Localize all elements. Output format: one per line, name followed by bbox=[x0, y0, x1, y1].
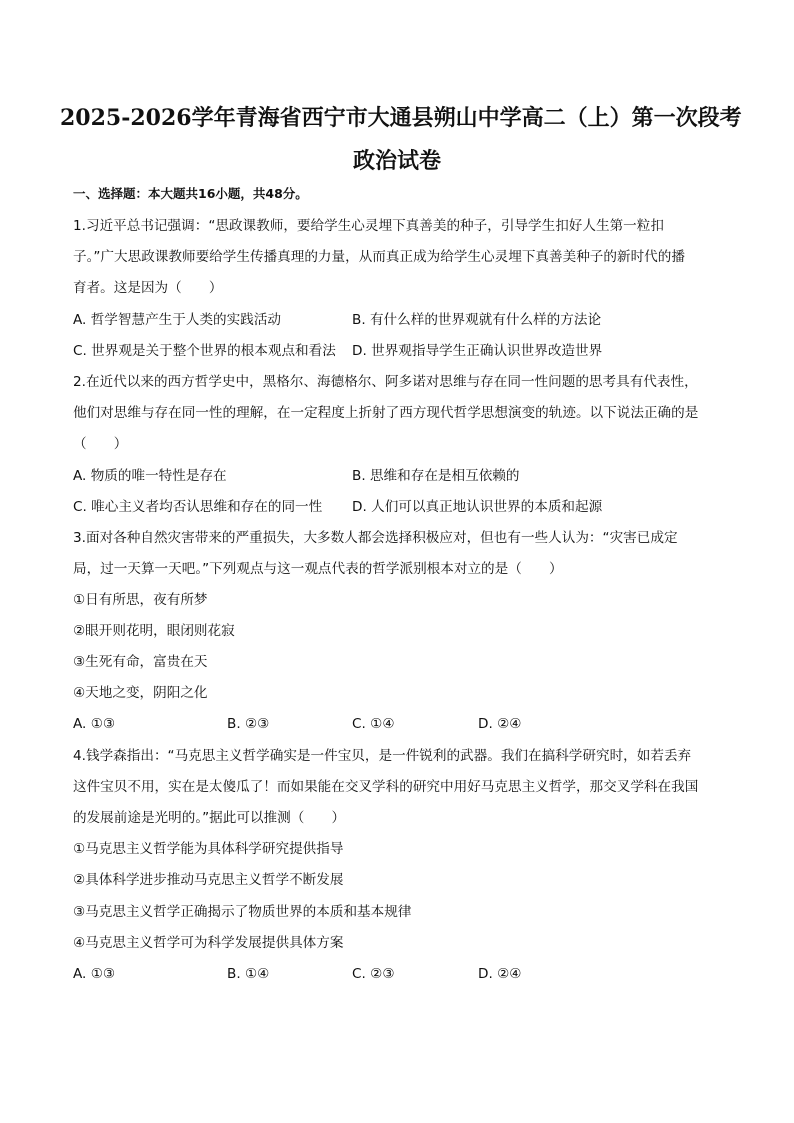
statement-item: ②眼开则花明，眼闭则花寂 bbox=[73, 623, 235, 639]
statement-item: ①日有所思，夜有所梦 bbox=[73, 592, 208, 608]
question-stem-line: （ ） bbox=[73, 436, 128, 452]
question-stem-line: 育者。这是因为（ ） bbox=[73, 280, 223, 296]
section-heading: 一、选择题：本大题共16小题，共48分。 bbox=[73, 186, 308, 201]
question-stem-line: 这件宝贝不用，实在是太傻瓜了！而如果能在交叉学科的研究中用好马克思主义哲学，那交叉学科在我国 bbox=[73, 779, 699, 795]
exam-title: 2025-2026学年青海省西宁市大通县朔山中学高二（上）第一次段考 bbox=[60, 105, 742, 131]
exam-subtitle: 政治试卷 bbox=[352, 148, 441, 174]
statement-item: ③马克思主义哲学正确揭示了物质世界的本质和基本规律 bbox=[73, 904, 412, 920]
option-c: C. 世界观是关于整个世界的根本观点和看法 bbox=[73, 343, 336, 359]
statement-item: ②具体科学进步推动马克思主义哲学不断发展 bbox=[73, 872, 344, 888]
option-c: C. ①④ bbox=[352, 716, 395, 732]
statement-item: ①马克思主义哲学能为具体科学研究提供指导 bbox=[73, 841, 344, 857]
option-d: D. ②④ bbox=[478, 966, 522, 982]
statement-item: ③生死有命，富贵在天 bbox=[73, 654, 208, 670]
option-a: A. 物质的唯一特性是存在 bbox=[73, 468, 227, 484]
statement-item: ④天地之变，阴阳之化 bbox=[73, 685, 208, 701]
option-d: D. ②④ bbox=[478, 716, 522, 732]
question-stem-line: 4.钱学森指出：“马克思主义哲学确实是一件宝贝，是一件锐利的武器。我们在搞科学研究时，如若丢弃 bbox=[73, 748, 692, 764]
statement-item: ④马克思主义哲学可为科学发展提供具体方案 bbox=[73, 935, 344, 951]
question-stem-line: 的发展前途是光明的。”据此可以推测（ ） bbox=[73, 810, 346, 826]
question-stem-line: 他们对思维与存在同一性的理解，在一定程度上折射了西方现代哲学思想演变的轨迹。以下说法正确的是 bbox=[73, 405, 699, 421]
option-b: B. ②③ bbox=[227, 716, 270, 732]
option-c: C. 唯心主义者均否认思维和存在的同一性 bbox=[73, 499, 323, 515]
question-stem-line: 2.在近代以来的西方哲学史中，黑格尔、海德格尔、阿多诺对思维与存在同一性问题的思考具有代表性， bbox=[73, 374, 698, 390]
option-b: B. 思维和存在是相互依赖的 bbox=[352, 468, 520, 484]
option-a: A. ①③ bbox=[73, 716, 116, 732]
option-b: B. ①④ bbox=[227, 966, 270, 982]
option-d: D. 世界观指导学生正确认识世界改造世界 bbox=[352, 343, 603, 359]
question-stem-line: 3.面对各种自然灾害带来的严重损失，大多数人都会选择积极应对，但也有一些人认为：“灾害已成定 bbox=[73, 530, 678, 546]
option-a: A. 哲学智慧产生于人类的实践活动 bbox=[73, 312, 282, 328]
option-b: B. 有什么样的世界观就有什么样的方法论 bbox=[352, 312, 602, 328]
question-stem-line: 1.习近平总书记强调：“思政课教师，要给学生心灵埋下真善美的种子，引导学生扣好人生第一粒扣 bbox=[73, 218, 664, 234]
option-a: A. ①③ bbox=[73, 966, 116, 982]
question-stem-line: 局，过一天算一天吧。”下列观点与这一观点代表的哲学派别根本对立的是（ ） bbox=[73, 561, 563, 577]
option-c: C. ②③ bbox=[352, 966, 395, 982]
question-stem-line: 子。”广大思政课教师要给学生传播真理的力量，从而真正成为给学生心灵埋下真善美种子的新时代的播 bbox=[73, 249, 685, 265]
option-d: D. 人们可以真正地认识世界的本质和起源 bbox=[352, 499, 603, 515]
